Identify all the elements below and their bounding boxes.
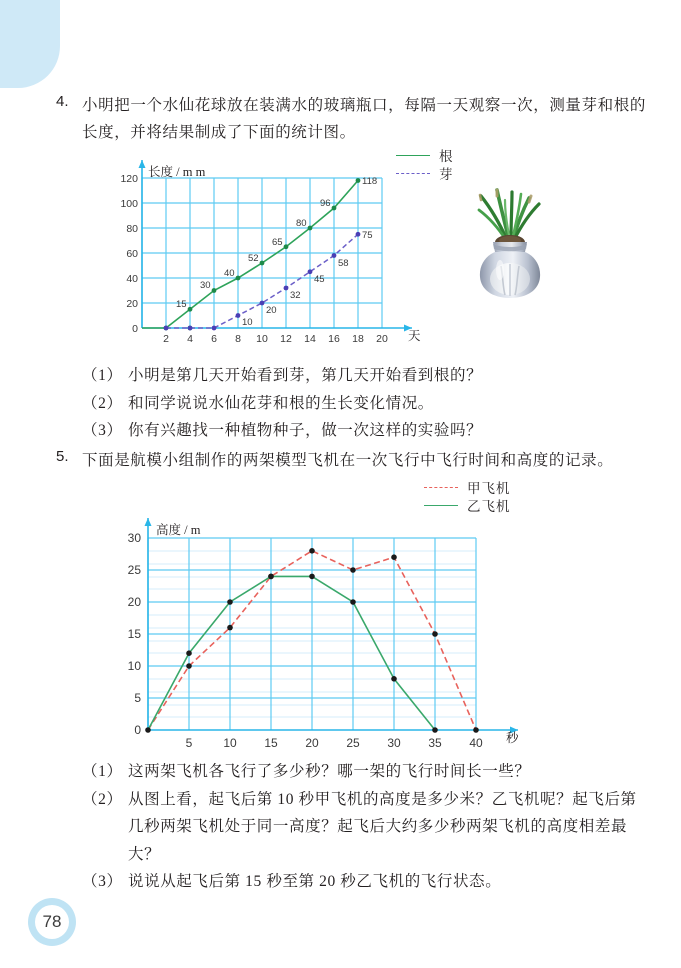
problem-5-question-3-label: （3） [82,873,123,891]
svg-text:20: 20 [266,305,277,316]
problem-4-text: 小明把一个水仙花球放在装满水的玻璃瓶口，每隔一天观察一次，测量芽和根的长度，并将结果制成了下面的统计图。 [82,97,646,142]
svg-text:20: 20 [126,298,138,310]
svg-text:8: 8 [235,333,241,345]
problem-5-question-1-text: 这两架飞机各飞行了多少秒？哪一架的飞行时间长一些？ [128,763,531,780]
page-number: 78 [35,905,69,939]
chart-2-axes [145,518,519,734]
chart-2-x-axis-label: 秒 [506,731,519,745]
svg-text:65: 65 [272,237,283,248]
problem-5-question-1 [82,758,646,786]
svg-text:15: 15 [127,627,141,641]
problem-4-question-2-label: （2） [82,394,123,412]
chart-1-y-ticks [120,173,138,335]
svg-text:60: 60 [126,248,138,260]
svg-text:14: 14 [304,333,316,345]
svg-text:25: 25 [127,563,141,577]
legend-line-dashed-icon [424,487,458,488]
svg-text:10: 10 [242,317,253,328]
chart-1-legend-label-root: 根 [439,149,454,164]
svg-text:20: 20 [376,333,388,345]
svg-text:30: 30 [387,736,401,748]
legend-line-solid-icon [424,505,458,506]
svg-text:58: 58 [338,258,349,269]
svg-text:32: 32 [290,290,301,301]
chart-2-y-ticks [128,531,142,737]
svg-text:30: 30 [200,280,211,291]
svg-text:40: 40 [224,268,235,279]
chart-1-legend-item-root [396,146,454,164]
chart-1-data-labels [176,176,377,328]
problem-5-text: 下面是航模小组制作的两架模型飞机在一次飞行中飞行时间和高度的记录。 [82,452,614,469]
chart-2-x-ticks [186,736,483,748]
svg-text:118: 118 [362,176,378,187]
legend-line-dashed-icon [396,173,430,174]
chart-1-legend [396,146,454,182]
chart-2-y-axis-label: 高度 / m [156,523,201,537]
chart-1-bud-root-growth [112,148,432,348]
problem-4-question-3-text: 你有兴趣找一种植物种子，做一次这样的实验吗？ [128,422,483,440]
svg-text:10: 10 [223,736,237,748]
svg-text:75: 75 [362,230,373,241]
svg-text:20: 20 [305,736,319,748]
svg-text:40: 40 [469,736,483,748]
chart-2-legend-label-yi: 乙飞机 [467,499,511,514]
problem-5-number: 5. [56,448,69,465]
svg-text:25: 25 [346,736,360,748]
chart-1-x-ticks [163,333,388,345]
chart-1-legend-label-bud: 芽 [439,167,454,182]
chart-2-airplane-altitude [100,508,540,748]
problem-4-question-2-text: 和同学说说水仙花芽和根的生长变化情况。 [128,394,434,412]
problem-4-question-2 [82,390,646,418]
svg-text:10: 10 [127,659,141,673]
problem-4-question-1 [82,362,646,390]
chart-2-svg [100,508,540,748]
problem-4-question-3-label: （3） [82,422,123,440]
svg-text:96: 96 [320,198,331,209]
page-number-badge [28,898,76,946]
svg-text:40: 40 [126,273,138,285]
chart-1-y-axis-label: 长度 / m m [148,165,206,179]
svg-text:4: 4 [187,333,193,345]
chart-2-legend-label-jia: 甲飞机 [467,481,511,496]
svg-text:20: 20 [127,595,141,609]
svg-text:52: 52 [248,253,259,264]
problem-5-question-3-text: 说说从起飞后第 15 秒至第 20 秒乙飞机的飞行状态。 [128,873,502,891]
svg-text:5: 5 [185,736,193,748]
problem-5-questions [56,752,646,896]
svg-text:2: 2 [163,333,169,345]
problem-5 [56,447,646,474]
svg-text:15: 15 [264,736,278,748]
svg-text:100: 100 [120,198,138,210]
svg-text:15: 15 [176,299,187,310]
svg-text:12: 12 [280,333,292,345]
legend-line-solid-icon [396,155,430,156]
problem-5-statement [56,447,646,474]
chart-1-x-axis-label: 天 [408,329,421,343]
svg-text:80: 80 [296,218,307,229]
problem-4-question-3 [82,417,646,445]
svg-text:16: 16 [328,333,340,345]
problem-5-question-1-label: （1） [82,763,123,780]
problem-5-question-3 [82,868,646,896]
problem-4-questions [56,356,646,445]
svg-text:6: 6 [211,333,217,345]
svg-text:45: 45 [314,274,325,285]
problem-5-question-2-label: （2） [82,790,123,808]
problem-5-question-2-text: 从图上看，起飞后第 10 秒甲飞机的高度是多少米？乙飞机呢？起飞后第几秒两架飞机处于同一高度？起飞后大约多少秒两架飞机的高度相差最大？ [128,790,637,863]
problem-4-statement [56,92,646,146]
svg-text:5: 5 [134,691,141,705]
problem-4-number: 4. [56,93,69,110]
svg-text:10: 10 [256,333,268,345]
chart-2-gridlines [148,538,476,730]
svg-text:0: 0 [132,323,138,335]
svg-text:0: 0 [134,723,141,737]
problem-4-question-1-label: （1） [82,367,123,384]
narcissus-bulb-photo [467,182,553,302]
problem-4-question-1-text: 小明是第几天开始看到芽，第几天开始看到根的？ [128,367,483,384]
svg-text:120: 120 [120,173,138,185]
problem-4 [56,92,646,146]
svg-text:18: 18 [352,333,364,345]
svg-text:30: 30 [127,531,141,545]
chart-2-legend-item-jia [424,478,511,496]
problem-5-question-2 [82,786,646,869]
svg-text:80: 80 [126,223,138,235]
page-corner-decoration [0,0,60,88]
svg-text:35: 35 [428,736,442,748]
chart-1-legend-item-bud [396,164,454,182]
